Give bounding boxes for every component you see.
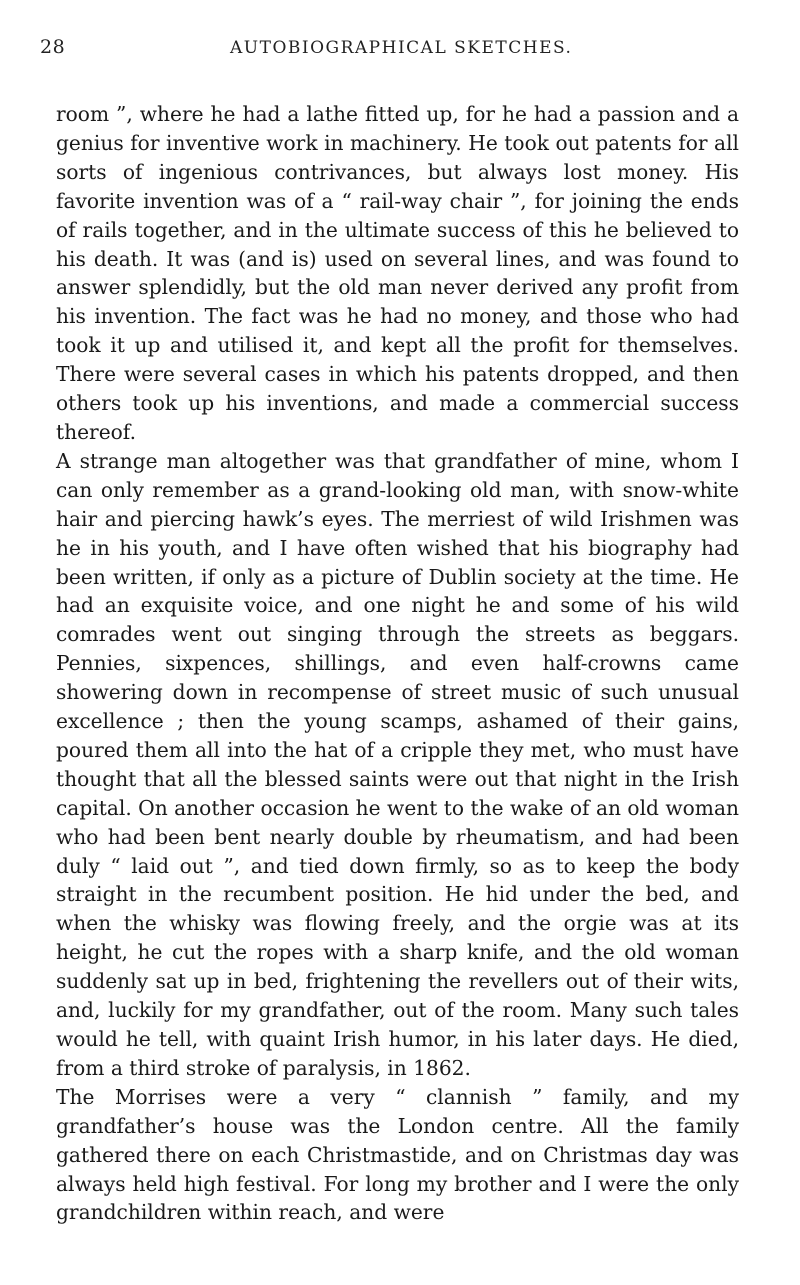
page-number: 28 <box>40 36 66 58</box>
paragraph: The Morrises were a very “ clannish ” family, and my grandfather’s house was the London centre. All the family gathered there on each Christmastide, and on Christmas day was always held high festival. For long my brother and I were the only grandchildren within reach, and were <box>56 1084 739 1225</box>
paragraph: room ”, where he had a lathe fitted up, for he had a passion and a genius for inventive work in machinery. He took out patents for all sorts of ingenious contrivances, but always lost money. His favorite invention was of a “ rail-way chair ”, for joining the ends of rails together, and in the ultimate success of this he believed to his death. It was (and is) used on several lines, and was found to answer splendidly, but the old man never derived any profit from his invention. The fact was he had no money, and those who had took it up and utilised it, and kept all the profit for themselves. There were several cases in which his patents dropped, and then others took up his inventions, and made a commercial success thereof. <box>56 102 739 444</box>
paragraph: A strange man altogether was that grandfather of mine, whom I can only remember as a grand-looking old man, with snow-white hair and piercing hawk’s eyes. The merriest of wild Irishmen was he in his youth, and I have often wished that his biography had been written, if only as a picture of Dublin society at the time. He had an exquisite voice, and one night he and some of his wild comrades went out singing through the streets as beggars. Pennies, sixpences, shillings, and even half-crowns came showering down in recompense of street music of such unusual excellence ; then the young scamps, ashamed of their gains, poured them all into the hat of a cripple they met, who must have thought that all the blessed saints were out that night in the Irish capital. On another occasion he went to the wake of an old woman who had been bent nearly double by rheumatism, and had been duly “ laid out ”, and tied down firmly, so as to keep the body straight in the recumbent position. He hid under the bed, and when the whisky was flowing freely, and the orgie was at its height, he cut the ropes with a sharp knife, and the old woman suddenly sat up in bed, frightening the revellers out of their wits, and, luckily for my grandfather, out of the room. Many such tales would he tell, with quaint Irish humor, in his later days. He died, from a third stroke of paralysis, in 1862. <box>56 448 739 1080</box>
body-text <box>56 100 739 1227</box>
running-head: AUTOBIOGRAPHICAL SKETCHES. <box>230 38 573 58</box>
